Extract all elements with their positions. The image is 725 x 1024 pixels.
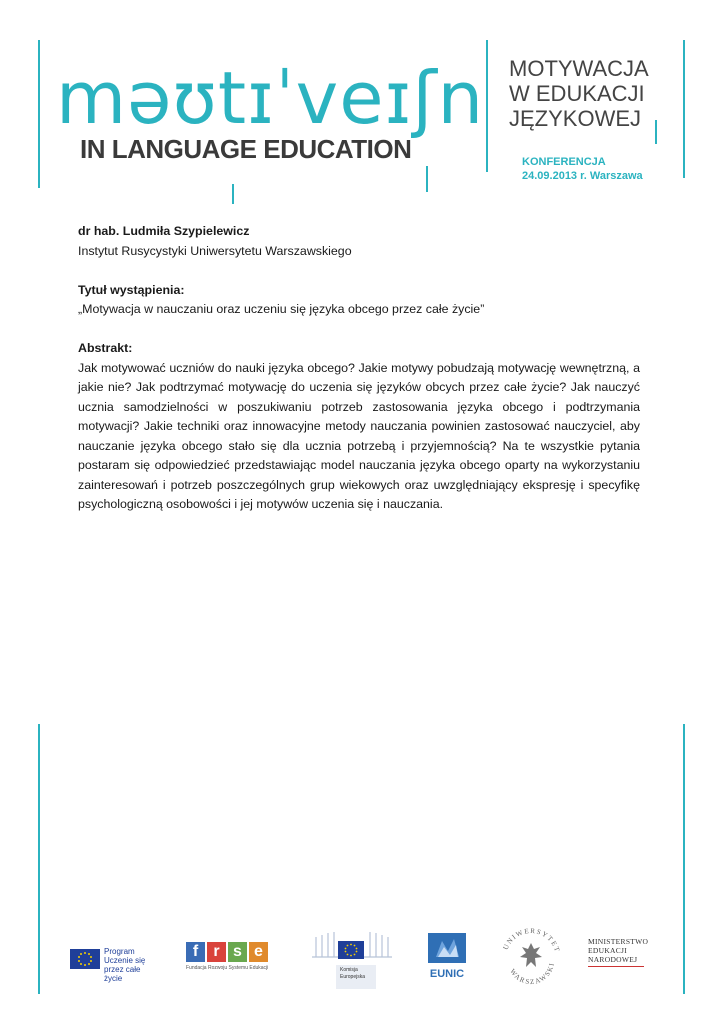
- abstract-label: Abstrakt:: [78, 341, 133, 355]
- uw-arc-top: UNIWERSYTET: [501, 926, 562, 954]
- conference-logo: məʊtɪˈveɪʃn: [56, 56, 485, 140]
- conference-info: [522, 155, 643, 183]
- decor-line: [38, 40, 40, 188]
- eu-flag-icon: [338, 941, 364, 959]
- ec-logo: [308, 929, 396, 991]
- llp-line: przez całe życie: [104, 965, 141, 983]
- title-line: JĘZYKOWEJ: [509, 106, 642, 131]
- title-line: MOTYWACJA: [509, 56, 649, 81]
- logo-subtitle: IN LANGUAGE EDUCATION: [80, 134, 412, 164]
- ec-caption-line: Europejska: [340, 974, 366, 980]
- frse-letter: e: [249, 942, 268, 962]
- conference-title: [509, 56, 649, 131]
- frse-logo: [186, 942, 276, 976]
- frse-letter: r: [207, 942, 226, 962]
- llp-logo: [70, 947, 160, 983]
- abstract-text: Jak motywować uczniów do nauki języka obcego? Jakie motywy pobudzają motywację wewnętrzną, a jakie nie? Jak podtrzymać motywację do uczenia się języków obcych przez całe życie? Jak nauczyć ucznia samodzielności w poszukiwaniu potrzeb zastosowania języka obcego i podtrzymania motywacji? Jakie techniki oraz innowacyjne metody nauczania powinien zastosować nauczyciel, aby nauczanie języka obcego stało się dla ucznia potrzebą i przyjemnością? Na te wszystkie pytania postaram się odpowiedzieć przedstawiając model nauczania języka obcego oparty na wykorzystaniu zainteresowań i potrzeb poszczególnych grup wiekowych oraz uwzględniający ekspresję i specyfikę psychologiczną osobowości i jej motywów uczenia się i nauczania.: [78, 360, 640, 511]
- llp-line: Uczenie się: [104, 956, 146, 965]
- sponsor-logos: [0, 925, 725, 995]
- eunic-logo: [428, 933, 466, 985]
- ec-caption-line: Komisja: [340, 967, 358, 973]
- title-line: W EDUKACJI: [509, 81, 645, 106]
- men-line: MINISTERSTWO: [588, 937, 649, 946]
- conference-label: KONFERENCJA: [522, 156, 606, 168]
- talk-title-label: Tytuł wystąpienia:: [78, 282, 185, 297]
- speaker-institution: Instytut Rusycystyki Uniwersytetu Warszawskiego: [78, 243, 352, 258]
- decor-line: [232, 184, 234, 204]
- talk-title: „Motywacja w nauczaniu oraz uczeniu się języka obcego przez całe życie”: [78, 302, 485, 316]
- speaker-name: dr hab. Ludmiła Szypielewicz: [78, 224, 250, 238]
- men-line: EDUKACJI: [588, 946, 628, 955]
- uw-seal-icon: [498, 925, 564, 991]
- uw-arc-bottom: WARSZAWSKI: [508, 961, 557, 987]
- decor-line: [426, 166, 428, 192]
- frse-letter: s: [228, 942, 247, 962]
- decor-line: [683, 40, 685, 178]
- eu-flag-icon: [70, 949, 100, 969]
- document-body: [78, 222, 640, 515]
- uw-logo: [498, 925, 564, 991]
- frse-caption: Fundacja Rozwoju Systemu Edukacji: [186, 965, 269, 971]
- svg-text:WARSZAWSKI: [508, 962, 556, 987]
- men-line: NARODOWEJ: [588, 955, 638, 964]
- conference-date: 24.09.2013 r. Warszawa: [522, 170, 643, 182]
- frse-letter: f: [186, 942, 205, 962]
- eunic-label: EUNIC: [429, 968, 465, 980]
- llp-line: Program: [104, 947, 135, 956]
- men-logo: [588, 937, 660, 977]
- eunic-emblem-icon: [428, 933, 466, 963]
- decor-line: [486, 40, 488, 172]
- decor-line: [655, 120, 657, 144]
